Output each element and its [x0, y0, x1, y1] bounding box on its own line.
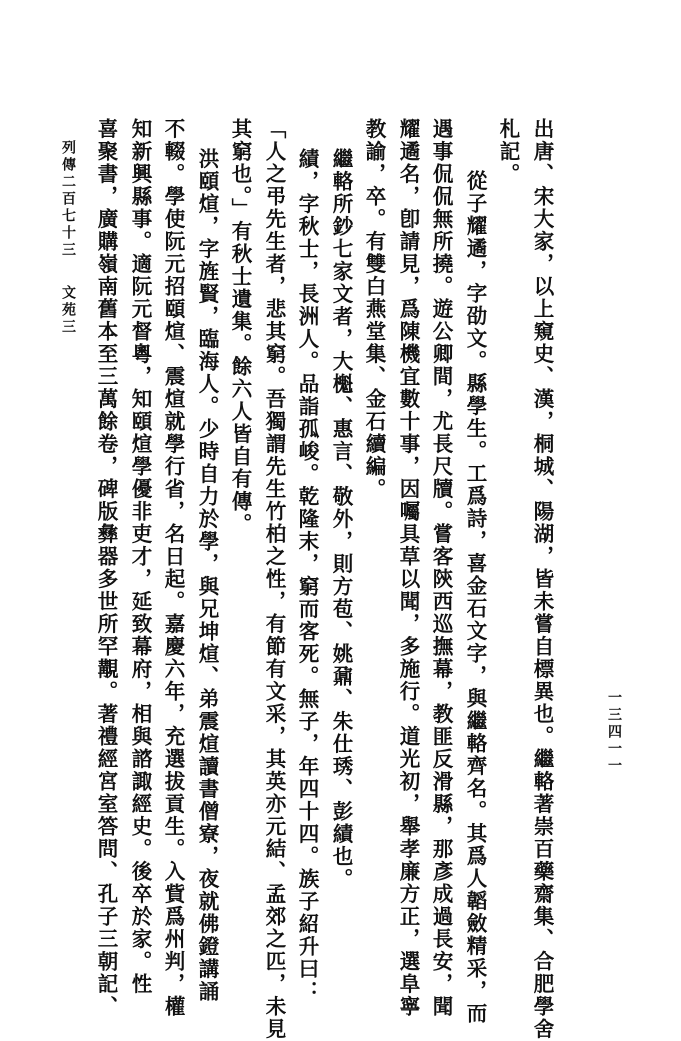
text-column-7: 繼輅所鈔七家文者，大櫆、惠言、敬外，則方苞、姚鼐、朱仕琇、彭績也。: [329, 148, 353, 891]
running-head-chapter: 列傳二百七十三: [60, 140, 76, 259]
text-column-3: 從子耀遹，字劭文。縣學生。工爲詩，喜金石文字，與繼輅齊名。其爲人韜斂精采，而: [463, 170, 487, 1025]
text-column-14: 喜聚書，廣購嶺南舊本至三萬餘卷，碑版彝器多世所罕覯。著禮經宮室答問、孔子三朝記、: [94, 118, 118, 1018]
text-column-4: 遇事侃侃無所撓。遊公卿間，尤長尺牘。嘗客陝西巡撫幕，教匪反滑縣，那彥成過長安，聞: [429, 118, 453, 1018]
page-number: 一三四一一: [606, 690, 622, 775]
text-column-9: 「人之弔先生者，悲其窮。吾獨謂先生竹柏之性，有節有文采，其英亦元結、孟郊之匹，未見: [262, 118, 286, 1041]
text-column-8: 績，字秋士，長洲人。品詣孤峻。乾隆末，窮而客死。無子，年四十四。族子紹升曰：: [295, 148, 319, 1003]
running-head-section: 文苑三: [60, 285, 76, 336]
text-column-13: 知新興縣事。適阮元督粵，知頤煊學優非吏才，延致幕府，相與諮諏經史。後卒於家。性: [128, 118, 152, 996]
text-column-10: 其窮也。」有秋士遺集。餘六人皆自有傳。: [228, 118, 252, 536]
text-column-6: 教諭，卒。有雙白燕堂集、金石續編。: [362, 118, 386, 501]
text-column-1: 出唐、宋大家，以上窺史、漢，桐城、陽湖，皆未嘗自標異也。繼輅著崇百藥齋集、合肥學舍: [530, 118, 554, 1041]
text-column-5: 耀遹名，卽請見，爲陳機宜數十事，因囑具草以聞，多施行。道光初，舉孝廉方正，選阜寧: [396, 118, 420, 1018]
text-column-11: 洪頤煊，字旌賢，臨海人。少時自力於學，與兄坤煊、弟震煊讀書僧寮，夜就佛鐙講誦: [195, 148, 219, 1003]
text-column-12: 不輟。學使阮元招頤煊、震煊就學行省，名日起。嘉慶六年，充選拔貢生。入貲爲州判，權: [161, 118, 185, 1018]
text-column-2: 札記。: [496, 118, 520, 186]
running-head: [58, 140, 78, 336]
